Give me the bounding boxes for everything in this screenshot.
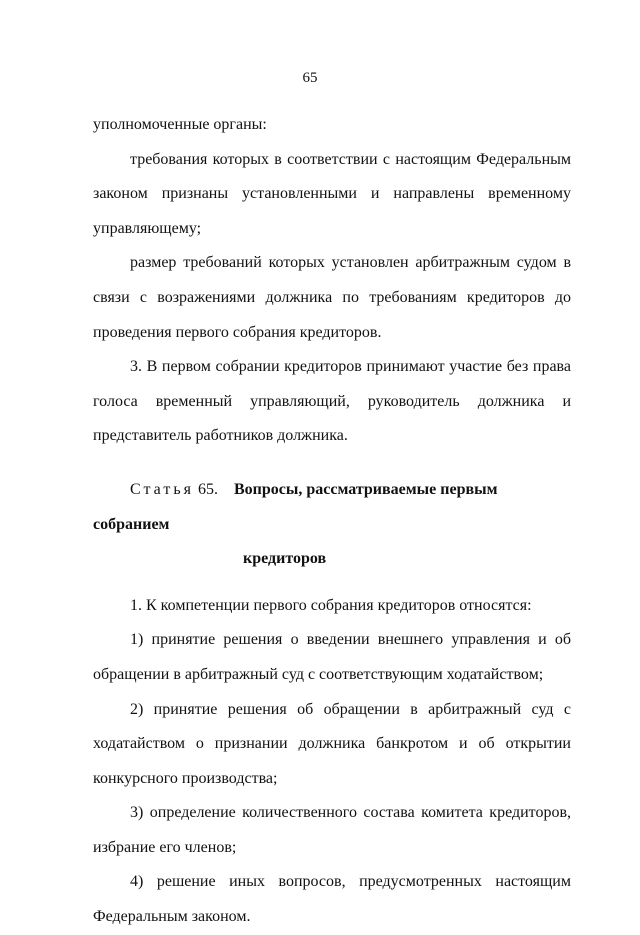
paragraph-claims-established: требования которых в соответствии с настоящим Федеральным законом признаны установленными и направлены временному управляющему;	[93, 150, 571, 237]
paragraph-claims-amount: размер требований которых установлен арбитражным судом в связи с возражениями должника по требованиям кредиторов до проведения первого собрания кредиторов.	[93, 254, 571, 341]
list-item-bankruptcy-petition: 2) принятие решения об обращении в арбитражный суд с ходатайством о признании должника банкротом и об открытии конкурсного производства;	[93, 700, 571, 787]
document-body	[93, 108, 571, 935]
article-heading	[93, 473, 571, 577]
article-title-line2: кредиторов	[243, 550, 327, 568]
article-label: Статья	[130, 480, 194, 498]
article-title-line1: Вопросы, рассматриваемые первым собранием	[93, 480, 498, 533]
paragraph-competence: 1. К компетенции первого собрания кредиторов относятся:	[130, 596, 532, 614]
list-item-committee-composition: 3) определение количественного состава комитета кредиторов, избрание его членов;	[93, 804, 571, 856]
list-item-external-management: 1) принятие решения о введении внешнего управления и об обращении в арбитражный суд с соответствующим ходатайством;	[93, 631, 571, 683]
paragraph-authorized-bodies: уполномоченные органы:	[93, 116, 267, 133]
paragraph-no-vote-participants: 3. В первом собрании кредиторов принимают участие без права голоса временный управляющий, руководитель должника и представитель работников должника.	[93, 358, 571, 445]
page-number: 65	[302, 70, 318, 86]
article-number: 65.	[197, 480, 218, 498]
list-item-other-questions: 4) решение иных вопросов, предусмотренных настоящим Федеральным законом.	[93, 873, 571, 926]
